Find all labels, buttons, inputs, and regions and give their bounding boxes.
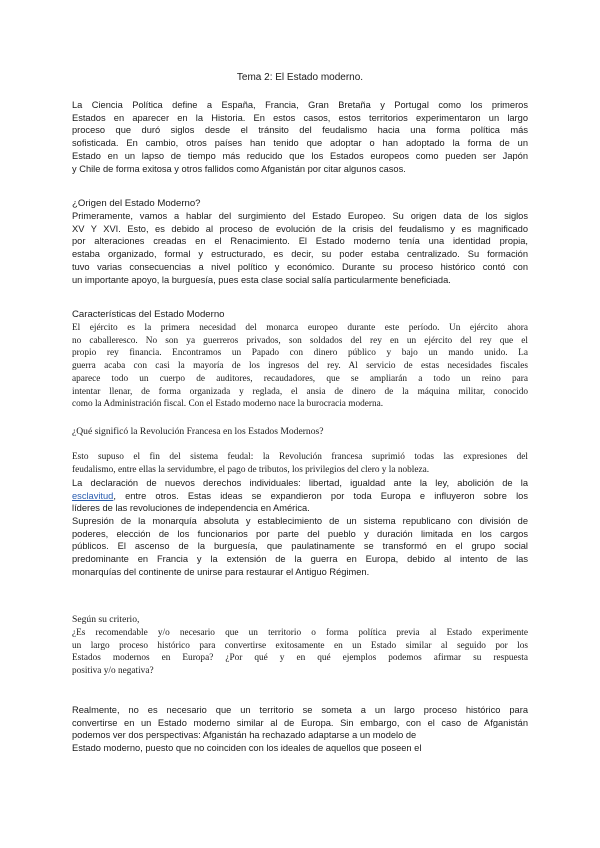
origin-line: tuvo varias consecuencias a nivel político y económico. Durante su proceso histórico contó con bbox=[72, 261, 528, 272]
suppression-paragraph bbox=[72, 515, 528, 579]
characteristics-line: propio rey financia. Encontramos un Papado con dinero público y bajo un mando unido. La bbox=[72, 348, 528, 359]
criterion-heading: Según su criterio, bbox=[72, 614, 140, 625]
esclavitud-link[interactable]: esclavitud bbox=[72, 490, 114, 501]
characteristics-heading: Características del Estado Moderno bbox=[72, 309, 225, 320]
intro-line: Estados en aparecer en la Historia. En estos casos, estos territorios experimentaron un largo bbox=[72, 112, 528, 123]
origin-line: por alteraciones creadas en el Renacimiento. El Estado moderno tenía una identidad propia, bbox=[72, 236, 528, 247]
declaration-paragraph bbox=[72, 477, 528, 515]
declaration-line bbox=[72, 490, 528, 503]
suppression-line: Supresión de la monarquía absoluta y establecimiento de un sistema republicano con división de bbox=[72, 516, 528, 526]
origin-line: un importante apoyo, la burguesía, pues esta clase social salía particularmente beneficiada. bbox=[72, 274, 451, 285]
suppression-line: poderes, elección de los funcionarios por parte del pueblo y duración limitada en los cargos bbox=[72, 528, 528, 539]
suppression-line: monarquías del continente de unirse para restaurar el Antiguo Régimen. bbox=[72, 566, 370, 577]
answer-line: Estado moderno, puesto que no coinciden con los ideales de aquellos que poseen el bbox=[72, 743, 422, 754]
question-line: positiva y/o negativa? bbox=[72, 666, 154, 677]
question-line: Estados modernos en Europa? ¿Por qué y en qué ejemplos podemos afirmar su respuesta bbox=[72, 653, 528, 664]
answer-paragraph bbox=[72, 704, 528, 755]
intro-line: y Chile de forma exitosa y otros fallidos como Afganistán por citar algunos casos. bbox=[72, 163, 406, 174]
origin-line: XV Y XVI. Esto, es debido al proceso de evolución de la crisis del feudalismo y es magnificado bbox=[72, 223, 528, 234]
question-line: un largo proceso histórico para convertirse exitosamente en un Estado similar al seguido por los bbox=[72, 640, 528, 651]
characteristics-line: intentar llenar, de forma organizada y reglada, el ansia de dinero de la máquina militar, conocido bbox=[72, 386, 528, 397]
origin-line: estaba organizado, formal y estructurado, es decir, su poder estaba centralizado. Su formación bbox=[72, 249, 528, 260]
revolution-line: feudalismo, entre ellas la servidumbre, el pago de tributos, los privilegios del clero y la nobleza. bbox=[72, 464, 430, 475]
answer-line: podemos ver dos perspectivas: Afganistán ha rechazado adaptarse a un modelo de bbox=[72, 730, 417, 741]
intro-line: sofisticada. En cambio, otros países han tenido que adoptar o han adoptado la forma de un bbox=[72, 138, 528, 149]
declaration-line: La declaración de nuevos derechos individuales: libertad, igualdad ante la ley, abolición de la bbox=[72, 478, 528, 488]
answer-line: convertirse en un Estado moderno similar al de Europa. Sin embargo, con el caso de Afganistán bbox=[72, 717, 528, 728]
intro-line: proceso que duró siglos desde el tránsito del feudalismo hacia una forma política más bbox=[72, 125, 528, 136]
criterion-question bbox=[72, 627, 528, 678]
origin-line: Primeramente, vamos a hablar del surgimiento del Estado Europeo. Su origen data de los siglos bbox=[72, 211, 528, 221]
characteristics-line: como la Administración fiscal. Con el Estado moderno nace la burocracia moderna. bbox=[72, 399, 384, 410]
document-title: Tema 2: El Estado moderno. bbox=[236, 72, 364, 83]
declaration-line: líderes de las revoluciones de independencia en América. bbox=[72, 503, 310, 514]
intro-line: Estado en un lapso de tiempo más reducido que los Estados europeos como pueden ser Japón bbox=[72, 150, 528, 161]
characteristics-line: guerra acaba con casi la mayoría de los ingresos del rey. Al servicio de estas necesidades fiscales bbox=[72, 361, 528, 372]
origin-heading: ¿Origen del Estado Moderno? bbox=[72, 198, 201, 209]
revolution-paragraph bbox=[72, 451, 528, 476]
intro-line: La Ciencia Política define a España, Francia, Gran Bretaña y Portugal como los primeros bbox=[72, 100, 528, 110]
origin-paragraph bbox=[72, 210, 528, 286]
revolution-heading: ¿Qué significó la Revolución Francesa en los Estados Modernos? bbox=[72, 426, 324, 437]
revolution-line: Esto supuso el fin del sistema feudal: la Revolución francesa suprimió todas las expresiones del bbox=[72, 452, 528, 462]
characteristics-line: aparece todo un cuerpo de auditores, recaudadores, que se ampliarán a todo un reino para bbox=[72, 373, 528, 384]
characteristics-line: no caballeresco. No son ya guerreros privados, son soldados del rey en un ejército del rey que el bbox=[72, 335, 528, 346]
answer-line: Realmente, no es necesario que un territorio se someta a un largo proceso histórico para bbox=[72, 705, 528, 715]
intro-paragraph bbox=[72, 99, 528, 175]
suppression-line: públicos. El ascenso de la burguesía, que paulatinamente se transformó en el grupo social bbox=[72, 541, 528, 552]
question-line: ¿Es recomendable y/o necesario que un territorio o forma política previa al Estado experimente bbox=[72, 628, 528, 638]
declaration-text: , entre otros. Estas ideas se expandieron por toda Europa e influyeron sobre los bbox=[113, 490, 528, 501]
characteristics-paragraph bbox=[72, 322, 528, 411]
suppression-line: predominante en Francia y la extensión de la guerra en Europa, debido al intento de las bbox=[72, 554, 528, 565]
characteristics-line: El ejército es la primera necesidad del monarca europeo durante este período. Un ejército ahora bbox=[72, 323, 528, 333]
